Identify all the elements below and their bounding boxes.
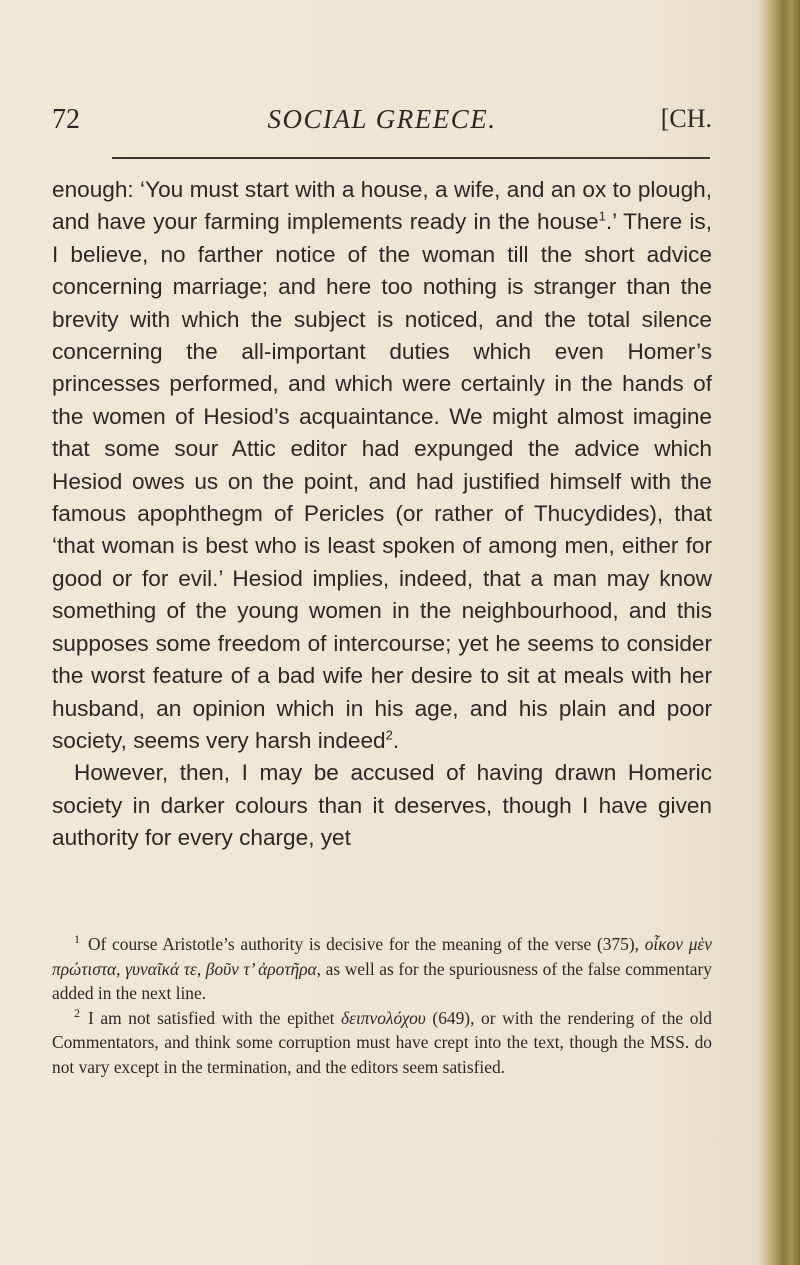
footnote-1 <box>52 932 712 1006</box>
chapter-mark: [CH. <box>660 104 712 133</box>
footnote-2-text-a: I am not satisfied with the epithet <box>88 1007 342 1028</box>
page-header <box>52 104 712 144</box>
paragraph-1-part-a: enough: ‘You must start with a house, a wife, and an ox to plough, and have your farming implements ready in the house <box>52 177 712 235</box>
paragraph-1-part-c: . <box>392 727 400 753</box>
paragraph-1-part-b: .’ There is, I believe, no farther notice of the woman till the short advice concerning marriage; and here too nothing is stranger than the brevity with which the subject is noticed, and the total silence concerning the all-important duties which even Homer’s princesses performed, and which were certainly in the hands of the women of Hesiod’s acquaintance. We might almost imagine that some sour Attic editor had expunged the advice which Hesiod owes us on the point, and had justified himself with the famous apophthegm of Pericles (or rather of Thucydides), that ‘that woman is best who is least spoken of among men, either for good or for evil.’ Hesiod implies, indeed, that a man may know something of the young women in the neighbourhood, and this supposes some freedom of intercourse; yet he seems to consider the worst feature of a bad wife her desire to sit at meals with her husband, an opinion which in his age, and his plain and poor society, seems very harsh indeed <box>52 209 712 753</box>
footnote-2 <box>52 1006 712 1080</box>
page-number: 72 <box>52 104 80 135</box>
main-text <box>52 174 712 855</box>
footnote-1-number: 1 <box>74 932 80 947</box>
paragraph-2: However, then, I may be accused of having drawn Homeric society in darker colours than it deserves, though I have given authority for every charge, yet <box>52 760 712 851</box>
footnote-2-number: 2 <box>74 1005 80 1020</box>
footnote-1-greek: οἶκον μὲν πρώτιστα, γυναῖκά τε, βοῦν τ’ ἀροτῆρα <box>52 934 713 979</box>
paragraph-1 <box>52 174 712 757</box>
footnote-ref-2[interactable]: 2 <box>385 727 393 743</box>
footnote-ref-1[interactable]: 1 <box>598 208 606 224</box>
footnote-1-text-a: Of course Aristotle’s authority is decisive for the meaning of the verse (375), <box>88 934 645 954</box>
footnote-2-greek: δειπνολόχου <box>341 1007 426 1028</box>
footnotes <box>52 932 712 1080</box>
footnote-1-text-b: , as well as for the spuriousness of the false commentary added in the next line. <box>52 958 712 1004</box>
footnote-2-text-b: (649), or with the rendering of the old Commentators, and think some corruption must have crept into the text, though the MSS. do not vary except in the termination, and the editors seem satisfied. <box>52 1007 712 1077</box>
header-rule <box>112 157 710 159</box>
running-head: SOCIAL GREECE. <box>267 104 497 134</box>
page-edge-shadow <box>758 0 800 1265</box>
